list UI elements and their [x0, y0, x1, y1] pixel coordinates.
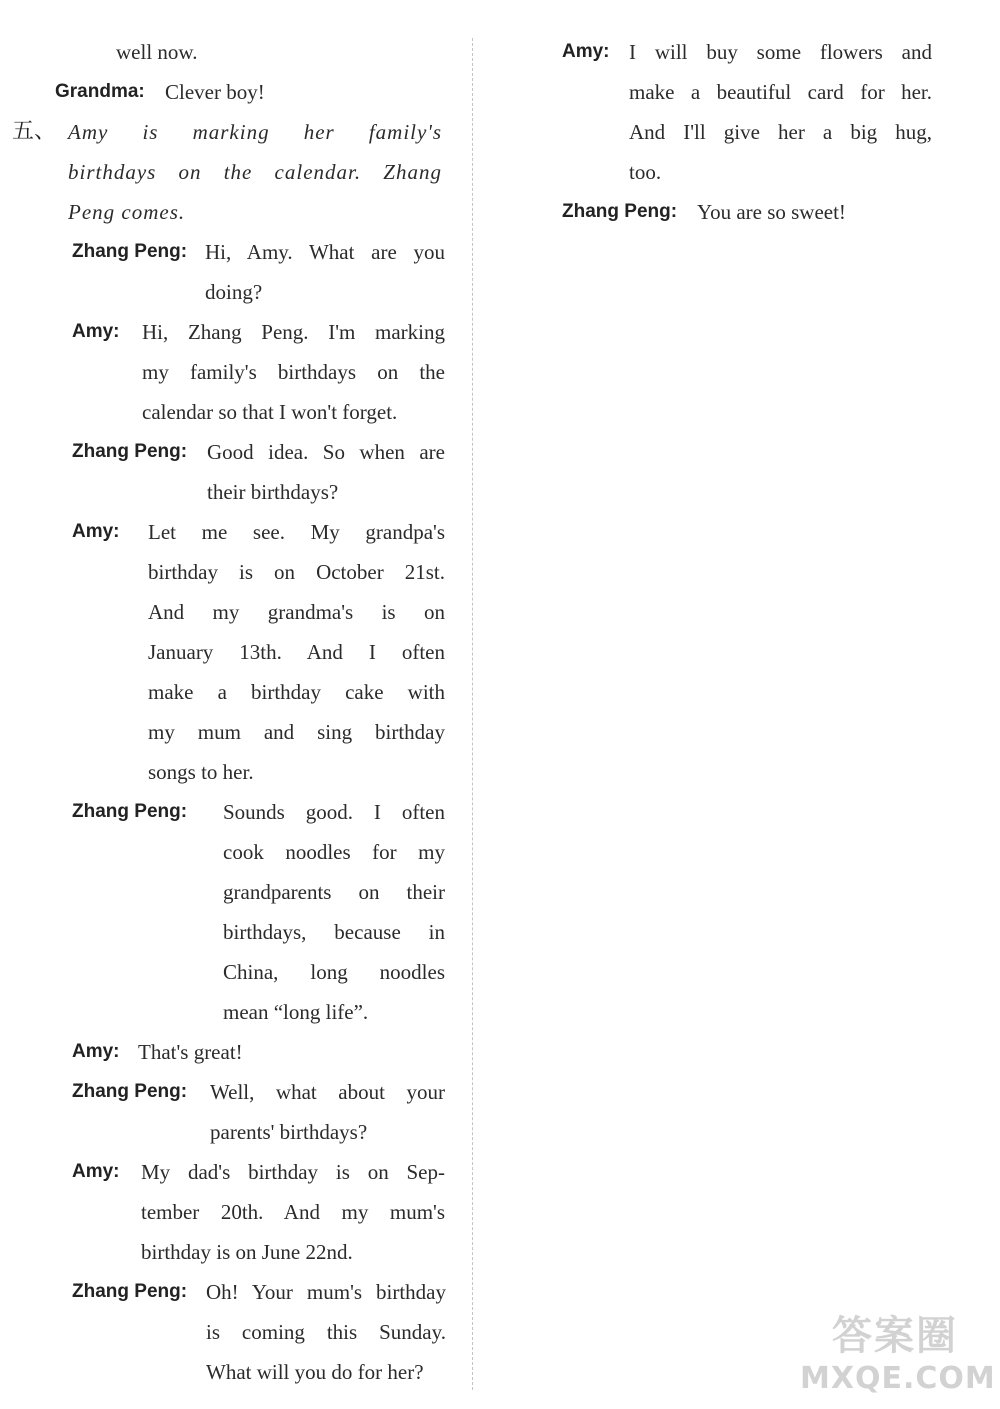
dialogue-text: [207, 432, 445, 512]
speaker-name: Zhang Peng:: [72, 241, 188, 262]
dialogue-line: Well, what about your: [210, 1080, 445, 1104]
dialogue-text: [629, 32, 932, 192]
speaker-name: Amy:: [72, 1161, 120, 1182]
dialogue-line: is coming this Sunday.: [206, 1320, 446, 1344]
dialogue-line: cook noodles for my: [223, 840, 445, 864]
dialogue-line: Clever boy!: [165, 80, 265, 104]
dialogue-line: I will buy some flowers and: [629, 40, 932, 64]
dialogue-text: [116, 32, 442, 72]
speaker-name: Zhang Peng:: [72, 1281, 188, 1302]
dialogue-line: make a birthday cake with: [148, 680, 445, 704]
dialogue-line: songs to her.: [148, 760, 254, 784]
dialogue-line: my family's birthdays on the: [142, 360, 445, 384]
watermark-en: MXQE.COM: [800, 1361, 996, 1396]
dialogue-text: [138, 1032, 438, 1072]
dialogue-line: grandparents on their: [223, 880, 445, 904]
dialogue-line: their birthdays?: [207, 480, 339, 504]
intro-line: Amy is marking her family's: [68, 120, 442, 144]
dialogue-line: mean “long life”.: [223, 1000, 369, 1024]
intro-line: birthdays on the calendar. Zhang: [68, 160, 442, 184]
dialogue-text: [205, 232, 445, 312]
dialogue-line: Sounds good. I often: [223, 800, 445, 824]
speaker-name: Zhang Peng:: [72, 1081, 188, 1102]
speaker-name: Grandma:: [55, 81, 145, 102]
dialogue-line: parents' birthdays?: [210, 1120, 368, 1144]
dialogue-line: calendar so that I won't forget.: [142, 400, 398, 424]
dialogue-line: My dad's birthday is on Sep-: [141, 1160, 445, 1184]
dialogue-line: That's great!: [138, 1040, 243, 1064]
dialogue-line: Oh! Your mum's birthday: [206, 1280, 446, 1304]
dialogue-text: [697, 192, 917, 232]
dialogue-text: [206, 1272, 446, 1392]
scene-description: [68, 112, 442, 232]
dialogue-line: Hi, Amy. What are you: [205, 240, 445, 264]
dialogue-text: [142, 312, 445, 432]
dialogue-line: Good idea. So when are: [207, 440, 445, 464]
dialogue-line: China, long noodles: [223, 960, 445, 984]
dialogue-line: And I'll give her a big hug,: [629, 120, 932, 144]
dialogue-text: [165, 72, 445, 112]
dialogue-line: doing?: [205, 280, 263, 304]
dialogue-line: make a beautiful card for her.: [629, 80, 932, 104]
speaker-name: Amy:: [72, 521, 120, 542]
section-number: 五、: [12, 119, 57, 144]
dialogue-line: my mum and sing birthday: [148, 720, 445, 744]
dialogue-line: birthday is on June 22nd.: [141, 1240, 353, 1264]
dialogue-line: birthday is on October 21st.: [148, 560, 445, 584]
dialogue-line: And my grandma's is on: [148, 600, 445, 624]
dialogue-text: [210, 1072, 445, 1152]
dialogue-line: What will you do for her?: [206, 1360, 424, 1384]
dialogue-line: January 13th. And I often: [148, 640, 445, 664]
speaker-name: Amy:: [72, 321, 120, 342]
watermark-logo: [800, 1311, 996, 1401]
dialogue-text: [223, 792, 445, 1032]
dialogue-line: birthdays, because in: [223, 920, 445, 944]
dialogue-text: [141, 1152, 445, 1272]
dialogue-line: Let me see. My grandpa's: [148, 520, 445, 544]
speaker-name: Zhang Peng:: [72, 441, 188, 462]
speaker-name: Zhang Peng:: [562, 201, 678, 222]
intro-line: Peng comes.: [68, 200, 186, 224]
dialogue-line: well now.: [116, 40, 198, 64]
speaker-name: Amy:: [562, 41, 610, 62]
dialogue-line: too.: [629, 160, 662, 184]
dialogue-text: [148, 512, 445, 792]
dialogue-line: You are so sweet!: [697, 200, 846, 224]
dialogue-line: tember 20th. And my mum's: [141, 1200, 445, 1224]
speaker-name: Zhang Peng:: [72, 801, 188, 822]
speaker-name: Amy:: [72, 1041, 120, 1062]
watermark-cn: 答案圈: [832, 1313, 958, 1359]
column-divider: [472, 38, 473, 1390]
dialogue-line: Hi, Zhang Peng. I'm marking: [142, 320, 445, 344]
